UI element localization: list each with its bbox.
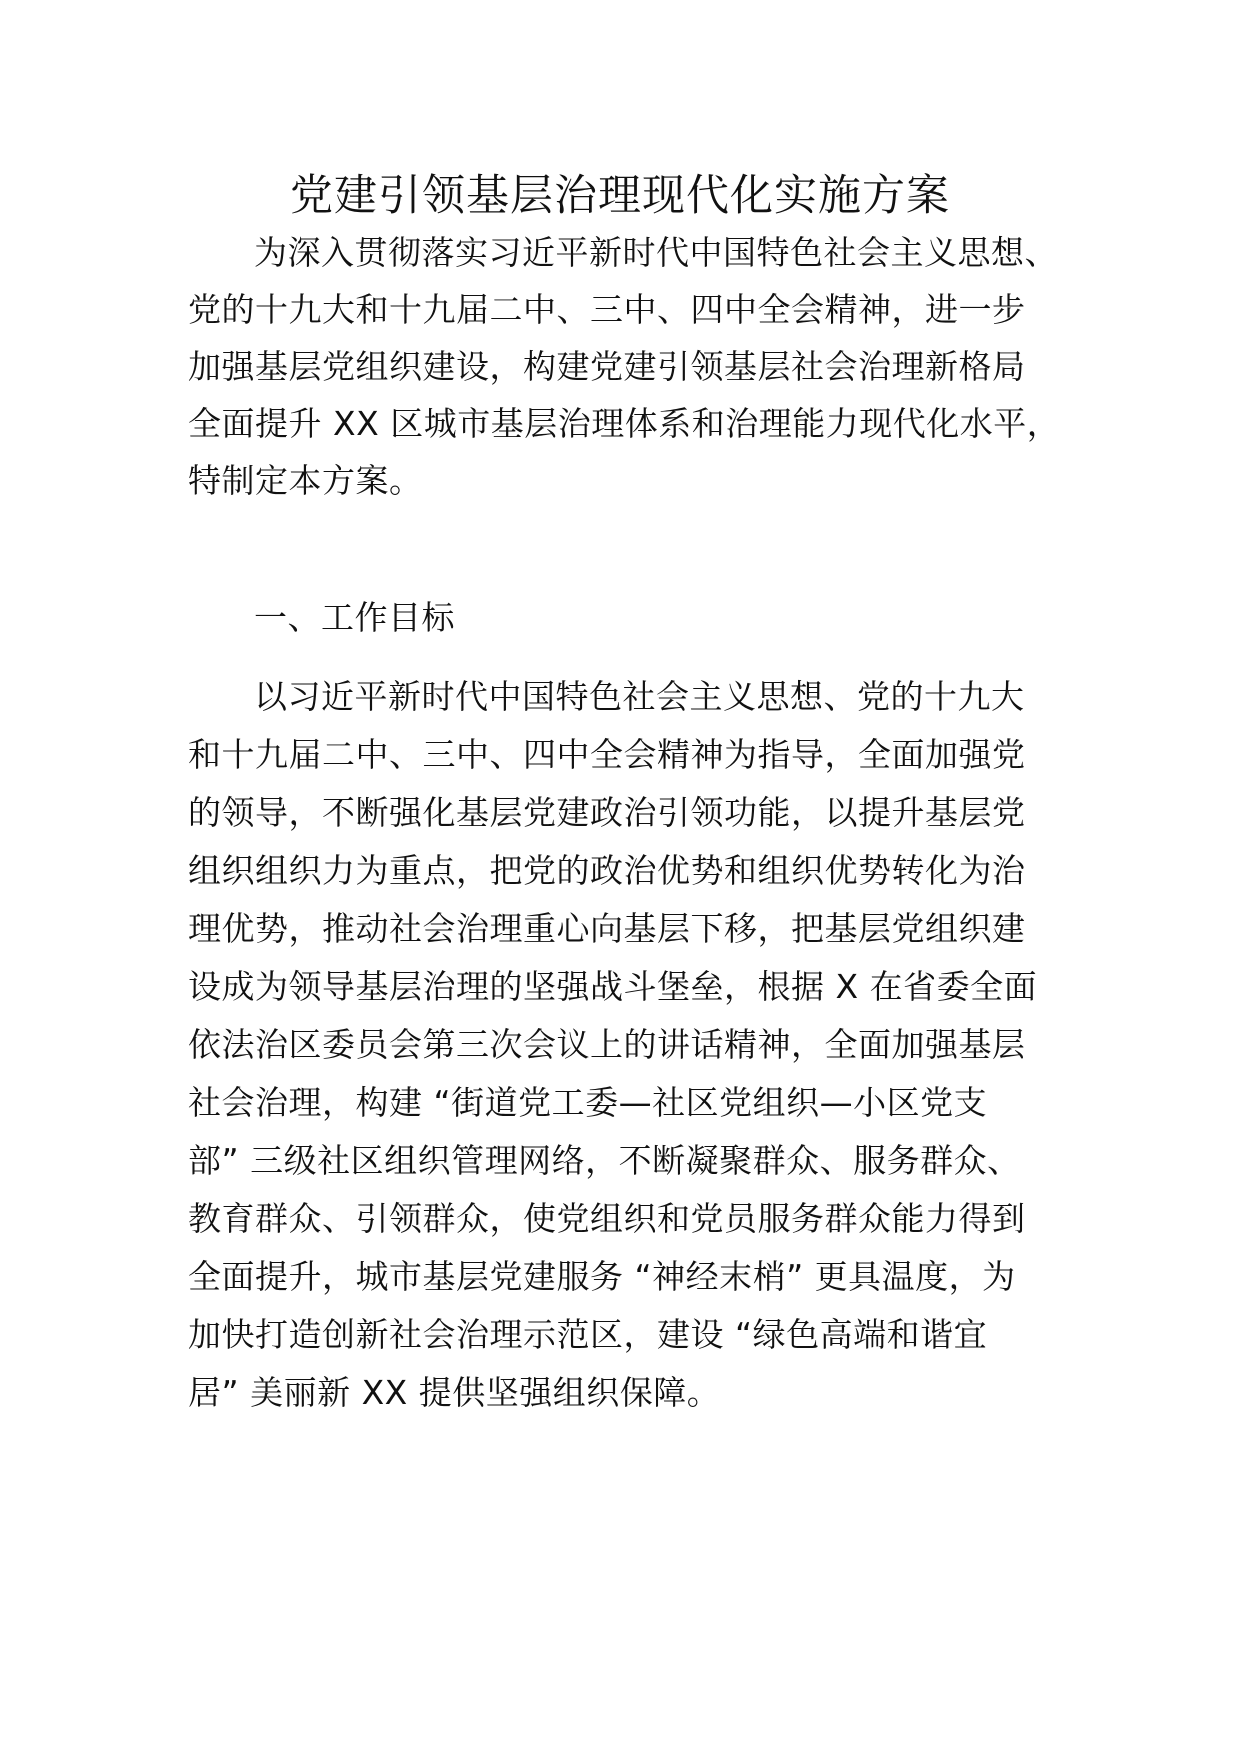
body-line: 社会治理，构建 “街道党工委—社区党组织—小区党支: [188, 1083, 988, 1122]
intro-line: 加强基层党组织建设，构建党建引领基层社会治理新格局: [188, 347, 1026, 386]
body-line: 依法治区委员会第三次会议上的讲话精神，全面加强基层: [188, 1025, 1026, 1064]
intro-line: 特制定本方案。: [188, 461, 423, 500]
intro-line: 党的十九大和十九届二中、三中、四中全会精神，进一步: [188, 290, 1026, 329]
body-line: 教育群众、引领群众，使党组织和党员服务群众能力得到: [188, 1199, 1026, 1238]
body-line: 居” 美丽新 XX 提供坚强组织保障。: [188, 1373, 721, 1412]
intro-line: 为深入贯彻落实习近平新时代中国特色社会主义思想、: [254, 233, 1058, 272]
body-line: 全面提升，城市基层党建服务 “神经末梢” 更具温度，为: [188, 1257, 1016, 1296]
body-line: 以习近平新时代中国特色社会主义思想、党的十九大: [254, 677, 1025, 716]
body-line: 加快打造创新社会治理示范区，建设 “绿色高端和谐宜: [188, 1315, 988, 1354]
body-line: 的领导，不断强化基层党建政治引领功能，以提升基层党: [188, 793, 1026, 832]
body-line: 组织组织力为重点，把党的政治优势和组织优势转化为治: [188, 851, 1026, 890]
section-heading: 一、工作目标: [254, 598, 455, 637]
body-line: 和十九届二中、三中、四中全会精神为指导，全面加强党: [188, 735, 1026, 774]
body-line: 设成为领导基层治理的坚强战斗堡垒，根据 X 在省委全面: [188, 967, 1038, 1006]
intro-line: 全面提升 XX 区城市基层治理体系和治理能力现代化水平，: [188, 404, 1061, 443]
body-line: 理优势，推动社会治理重心向基层下移，把基层党组织建: [188, 909, 1026, 948]
body-line: 部” 三级社区组织管理网络，不断凝聚群众、服务群众、: [188, 1141, 1021, 1180]
page-title: 党建引领基层治理现代化实施方案: [290, 171, 950, 221]
